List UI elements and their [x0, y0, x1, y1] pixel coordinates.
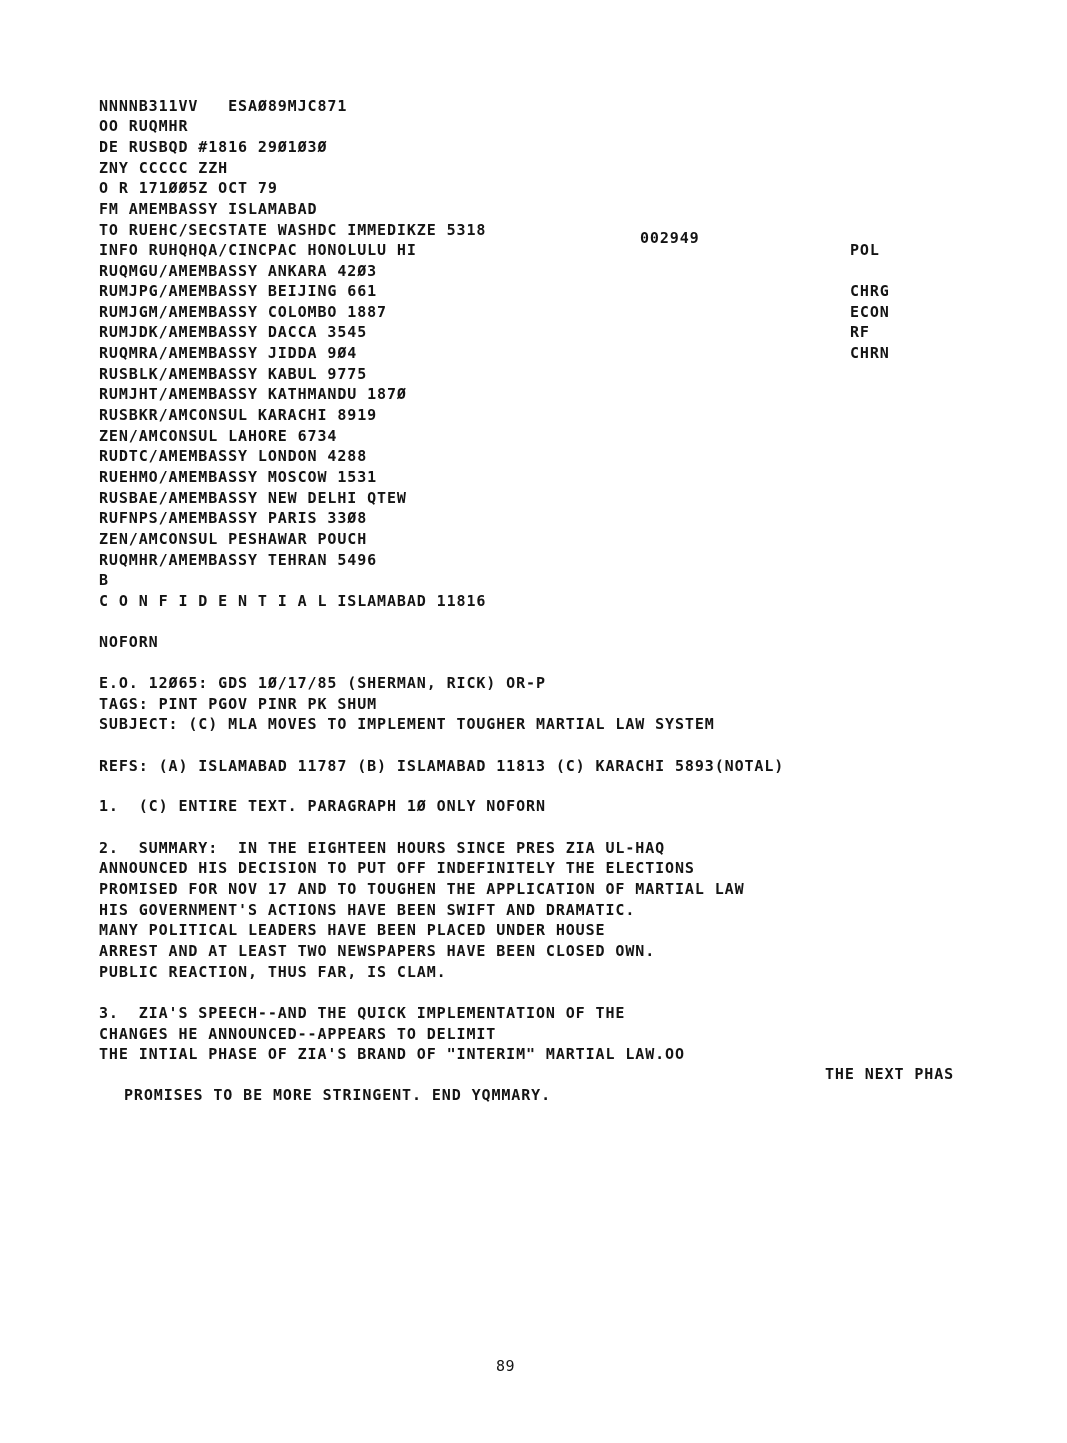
addressee-line: RUMJPG/AMEMBASSY BEIJING 661	[99, 282, 378, 300]
addressee-line: RUDTC/AMEMBASSY LONDON 4288	[99, 447, 368, 465]
paragraph-line: ARREST AND AT LEAST TWO NEWSPAPERS HAVE BEEN CLOSED OWN.	[99, 942, 656, 960]
addressee-line: RUQMGU/AMEMBASSY ANKARA 42Ø3	[99, 262, 378, 280]
paragraph-line: PUBLIC REACTION, THUS FAR, IS CLAM.	[99, 963, 447, 981]
page-number: 89	[496, 1357, 516, 1375]
distribution-code: CHRN	[850, 344, 890, 362]
addressee-line: RUSBKR/AMCONSUL KARACHI 8919	[99, 406, 378, 424]
addressee-line: RUSBLK/AMEMBASSY KABUL 9775	[99, 365, 368, 383]
routing-line: B	[99, 571, 109, 589]
paragraph-line: PROMISES TO BE MORE STRINGENT. END YQMMARY.	[124, 1086, 552, 1104]
paragraph-line: 2. SUMMARY: IN THE EIGHTEEN HOURS SINCE PRES ZIA UL-HAQ	[99, 839, 666, 857]
routing-line: NNNNB311VV ESAØ89MJC871	[99, 97, 348, 115]
paragraph-1: 1. (C) ENTIRE TEXT. PARAGRAPH 1Ø ONLY NOFORN	[99, 797, 546, 815]
from-line: FM AMEMBASSY ISLAMABAD	[99, 200, 318, 218]
addressee-line: ZEN/AMCONSUL PESHAWAR POUCH	[99, 530, 368, 548]
paragraph-line: HIS GOVERNMENT'S ACTIONS HAVE BEEN SWIFT AND DRAMATIC.	[99, 901, 636, 919]
addressee-line: RUFNPS/AMEMBASSY PARIS 33Ø8	[99, 509, 368, 527]
distribution-code: ECON	[850, 303, 890, 321]
paragraph-line: 3. ZIA'S SPEECH--AND THE QUICK IMPLEMENTATION OF THE	[99, 1004, 626, 1022]
routing-line: ZNY CCCCC ZZH	[99, 159, 229, 177]
addressee-line: RUQMRA/AMEMBASSY JIDDA 9Ø4	[99, 344, 358, 362]
addressee-line: RUMJGM/AMEMBASSY COLOMBO 1887	[99, 303, 387, 321]
addressee-line: ZEN/AMCONSUL LAHORE 6734	[99, 427, 338, 445]
paragraph-line: CHANGES HE ANNOUNCED--APPEARS TO DELIMIT	[99, 1025, 497, 1043]
paragraph-line: ANNOUNCED HIS DECISION TO PUT OFF INDEFINITELY THE ELECTIONS	[99, 859, 695, 877]
info-line: INFO RUHQHQA/CINCPAC HONOLULU HI	[99, 241, 417, 259]
to-line: TO RUEHC/SECSTATE WASHDC IMMEDIKZE 5318	[99, 221, 487, 239]
addressee-line: RUEHMO/AMEMBASSY MOSCOW 1531	[99, 468, 378, 486]
paragraph-line: MANY POLITICAL LEADERS HAVE BEEN PLACED UNDER HOUSE	[99, 921, 606, 939]
distribution-code: POL	[850, 241, 880, 259]
addressee-line: RUSBAE/AMEMBASSY NEW DELHI QTEW	[99, 489, 407, 507]
distribution-code: CHRG	[850, 282, 890, 300]
routing-line: DE RUSBQD #1816 29Ø1Ø3Ø	[99, 138, 328, 156]
addressee-line: RUMJDK/AMEMBASSY DACCA 3545	[99, 323, 368, 341]
date-time-group: O R 171ØØ5Z OCT 79	[99, 179, 278, 197]
addressee-line: RUQMHR/AMEMBASSY TEHRAN 5496	[99, 551, 378, 569]
distribution-code: RF	[850, 323, 870, 341]
tags-line: TAGS: PINT PGOV PINR PK SHUM	[99, 695, 378, 713]
paragraph-line: THE NEXT PHAS	[825, 1065, 955, 1083]
eo-line: E.O. 12Ø65: GDS 1Ø/17/85 (SHERMAN, RICK) OR-P	[99, 674, 546, 692]
subject-line: SUBJECT: (C) MLA MOVES TO IMPLEMENT TOUGHER MARTIAL LAW SYSTEM	[99, 715, 715, 733]
classification-line: C O N F I D E N T I A L ISLAMABAD 11816	[99, 592, 487, 610]
control-number: 002949	[640, 229, 700, 247]
routing-line: OO RUQMHR	[99, 117, 189, 135]
refs-line: REFS: (A) ISLAMABAD 11787 (B) ISLAMABAD 11813 (C) KARACHI 5893(NOTAL)	[99, 757, 785, 775]
paragraph-line: THE INTIAL PHASE OF ZIA'S BRAND OF "INTERIM" MARTIAL LAW.OO	[99, 1045, 685, 1063]
handling-caveat: NOFORN	[99, 633, 159, 651]
addressee-line: RUMJHT/AMEMBASSY KATHMANDU 187Ø	[99, 385, 407, 403]
paragraph-line: PROMISED FOR NOV 17 AND TO TOUGHEN THE APPLICATION OF MARTIAL LAW	[99, 880, 745, 898]
